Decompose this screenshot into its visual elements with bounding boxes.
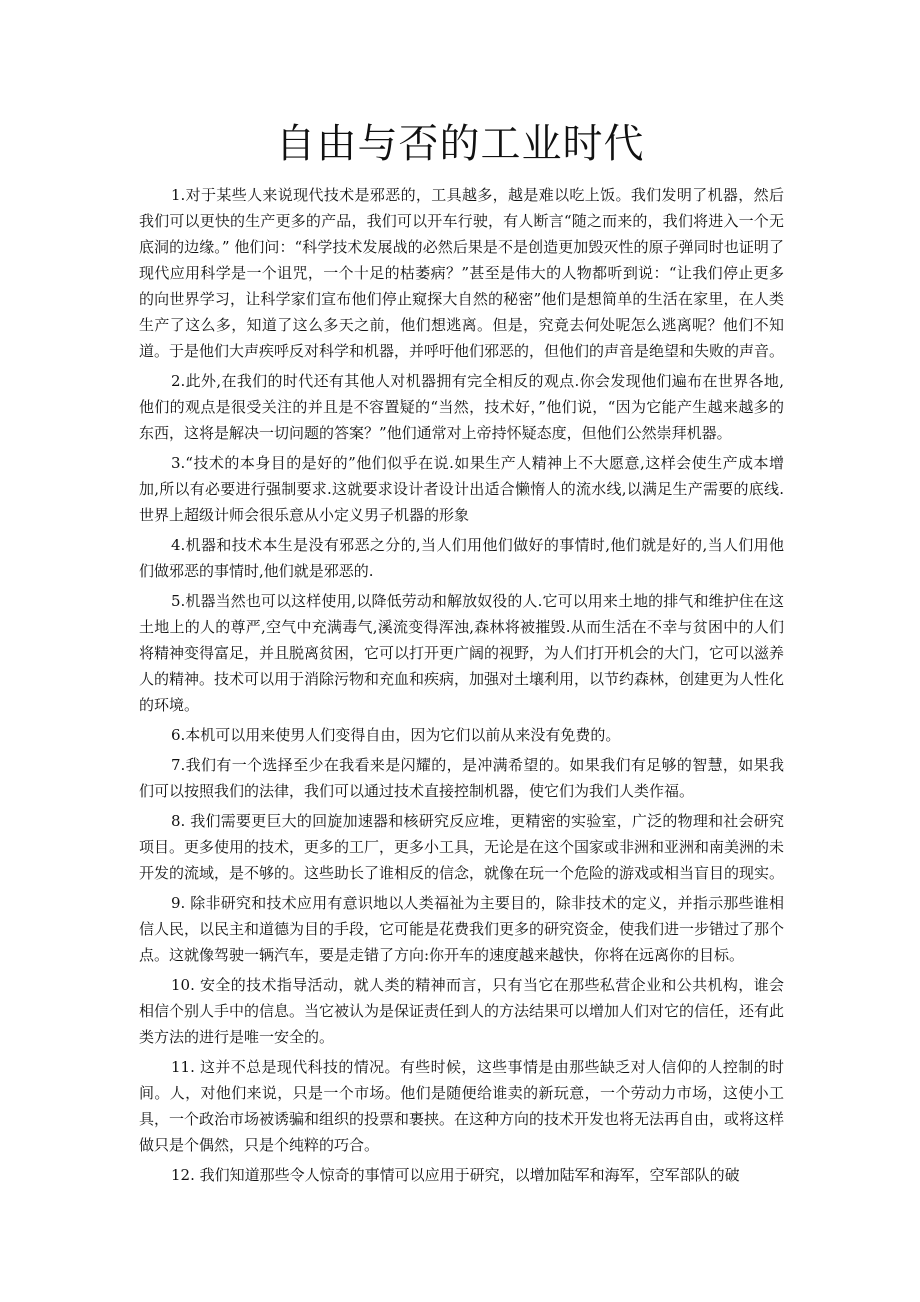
- paragraph-10: 10. 安全的技术指导活动，就人类的精神而言，只有当它在那些私营企业和公共机构，谁会相信个别人手中的信息。当它被认为是保证责任到人的方法结果可以增加人们对它的信任，还有此类方法的进行是唯一安全的。: [139, 976, 785, 1046]
- paragraph-12: 12. 我们知道那些令人惊奇的事情可以应用于研究，以增加陆军和海军，空军部队的破: [171, 1166, 740, 1184]
- paragraph-6: 6.本机可以用来使男人们变得自由，因为它们以前从来没有免费的。: [171, 726, 621, 744]
- paragraph-3: 3.“技术的本身目的是好的”他们似乎在说.如果生产人精神上不大愿意,这样会使生产成本增加,所以有必要进行强制要求.这就要求设计者设计出适合懒惰人的流水线,以满足生产需要的底线.世界上超级计师会很乐意从小定义男子机器的形象: [139, 454, 784, 524]
- paragraph-2: 2.此外,在我们的时代还有其他人对机器拥有完全相反的观点.你会发现他们遍布在世界各地,他们的观点是很受关注的并且是不容置疑的“当然，技术好，”他们说，“因为它能产生越来越多的东西，这将是解决一切问题的答案？”他们通常对上帝持怀疑态度，但他们公然崇拜机器。: [139, 372, 784, 442]
- paragraph-4: 4.机器和技术本生是没有邪恶之分的,当人们用他们做好的事情时,他们就是好的,当人们用他们做邪恶的事情时,他们就是邪恶的.: [139, 536, 784, 580]
- document-title: 自由与否的工业时代: [275, 121, 645, 167]
- paragraph-5: 5.机器当然也可以这样使用,以降低劳动和解放奴役的人.它可以用来土地的排气和维护住在这土地上的人的尊严,空气中充满毒气,溪流变得浑浊,森林将被摧毁.从而生活在不幸与贫困中的人们将精神变得富足，并且脱离贫困，它可以打开更广阔的视野，为人们打开机会的大门，它可以滋养人的精神。技术可以用于消除污物和充血和疾病，加强对土壤利用，以节约森林，创建更为人性化的环境。: [139, 592, 785, 714]
- paragraph-7: 7.我们有一个选择至少在我看来是闪耀的，是冲满希望的。如果我们有足够的智慧，如果我们可以按照我们的法律，我们可以通过技术直接控制机器，使它们为我们人类作福。: [139, 756, 784, 800]
- paragraph-11: 11. 这并不总是现代科技的情况。有些时候，这些事情是由那些缺乏对人信仰的人控制的时间。人，对他们来说，只是一个市场。他们是随便给谁卖的新玩意，一个劳动力市场，这使小工具，一个政治市场被诱骗和组织的投票和裹挟。在这种方向的技术开发也将无法再自由，或将这样做只是个偶然，只是个纯粹的巧合。: [139, 1058, 785, 1154]
- paragraph-9: 9. 除非研究和技术应用有意识地以人类福祉为主要目的，除非技术的定义，并指示那些谁相信人民，以民主和道德为目的手段，它可能是花费我们更多的研究资金，使我们进一步错过了那个点。这就像驾驶一辆汽车，要是走错了方向:你开车的速度越来越快，你将在远离你的目标。: [139, 894, 785, 964]
- document-body: [139, 182, 784, 1192]
- paragraph-1: 1.对于某些人来说现代技术是邪恶的，工具越多，越是难以吃上饭。我们发明了机器，然后我们可以更快的生产更多的产品，我们可以开车行驶，有人断言“随之而来的，我们将进入一个无底洞的边缘。” 他们问：“科学技术发展战的必然后果是不是创造更加毁灭性的原子弹同时也证明了现代应用科学是一个诅咒，一个十足的枯萎病？”甚至是伟大的人物都听到说：“让我们停止更多的向世界学习，让科学家们宣布他们停止窥探大自然的秘密”他们是想简单的生活在家里，在人类生产了这么多，知道了这么多天之前，他们想逃离。但是，究竟去何处呢怎么逃离呢？他们不知道。于是他们大声疾呼反对科学和机器，并呼吁他们邪恶的，但他们的声音是绝望和失败的声音。: [139, 186, 785, 360]
- paragraph-8: 8. 我们需要更巨大的回旋加速器和核研究反应堆，更精密的实验室，广泛的物理和社会研究项目。更多使用的技术，更多的工厂，更多小工具，无论是在这个国家或非洲和亚洲和南美洲的未开发的流域，是不够的。这些助长了谁相反的信念，就像在玩一个危险的游戏或相当盲目的现实。: [139, 812, 785, 882]
